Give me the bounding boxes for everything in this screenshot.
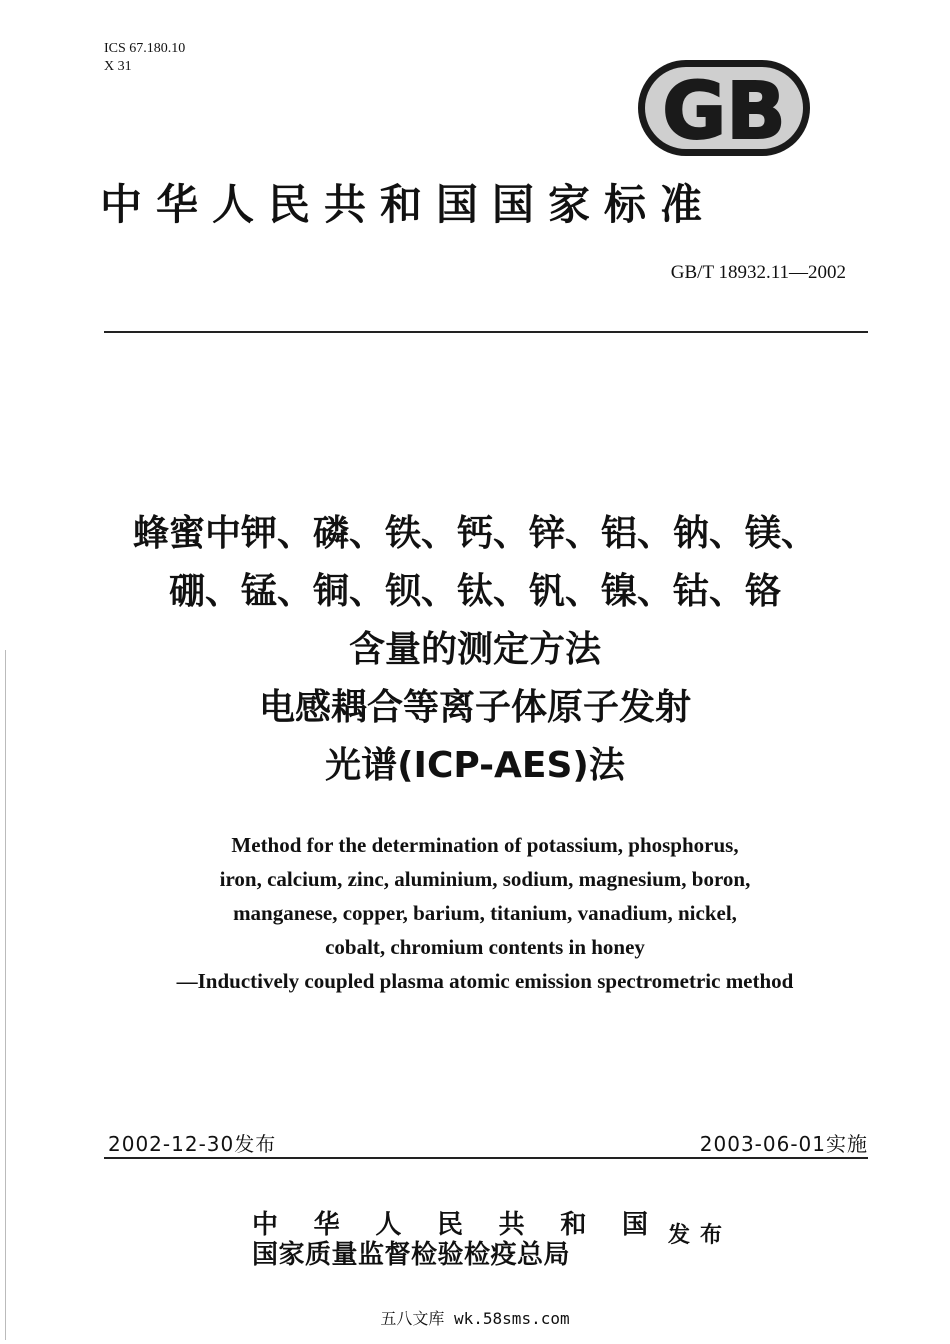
classification-codes bbox=[104, 40, 185, 76]
english-title bbox=[0, 828, 950, 998]
chinese-title-line: 硼、锰、铜、钡、钛、钒、镍、钴、铬 bbox=[168, 571, 781, 612]
chinese-title-line: 蜂蜜中钾、磷、铁、钙、锌、铝、钠、镁、 bbox=[132, 513, 817, 554]
english-title-line: —Inductively coupled plasma atomic emission spectrometric method bbox=[176, 969, 794, 993]
footer-divider bbox=[104, 1157, 868, 1159]
ccs-code: X 31 bbox=[104, 59, 132, 74]
gb-logo bbox=[636, 58, 812, 158]
chinese-title bbox=[0, 505, 950, 795]
gb-logo-text: GB bbox=[662, 67, 786, 157]
english-title-line: iron, calcium, zinc, aluminium, sodium, magnesium, boron, bbox=[219, 867, 751, 891]
standard-number: GB/T 18932.11—2002 bbox=[670, 262, 846, 283]
issuer-verb: 发布 bbox=[668, 1222, 733, 1248]
issue-date: 2002-12-30发布 bbox=[108, 1132, 277, 1156]
chinese-title-line: 含量的测定方法 bbox=[348, 629, 601, 670]
chinese-title-line: 光谱(ICP-AES)法 bbox=[325, 745, 625, 786]
header-divider bbox=[104, 331, 868, 333]
watermark-footer: 五八文库 wk.58sms.com bbox=[380, 1309, 570, 1328]
english-title-line: cobalt, chromium contents in honey bbox=[325, 935, 645, 959]
ics-code: ICS 67.180.10 bbox=[104, 41, 186, 56]
chinese-title-line: 电感耦合等离子体原子发射 bbox=[258, 687, 691, 728]
effective-date: 2003-06-01实施 bbox=[699, 1132, 868, 1156]
issuer-name-line1: 中华人民共和国 bbox=[252, 1210, 648, 1240]
standard-category-title: 中华人民共和国国家标准 bbox=[100, 180, 717, 229]
issuer-name-line2: 国家质量监督检验检疫总局 bbox=[252, 1240, 571, 1270]
english-title-line: Method for the determination of potassium, phosphorus, bbox=[231, 833, 739, 857]
english-title-line: manganese, copper, barium, titanium, vanadium, nickel, bbox=[233, 901, 737, 925]
